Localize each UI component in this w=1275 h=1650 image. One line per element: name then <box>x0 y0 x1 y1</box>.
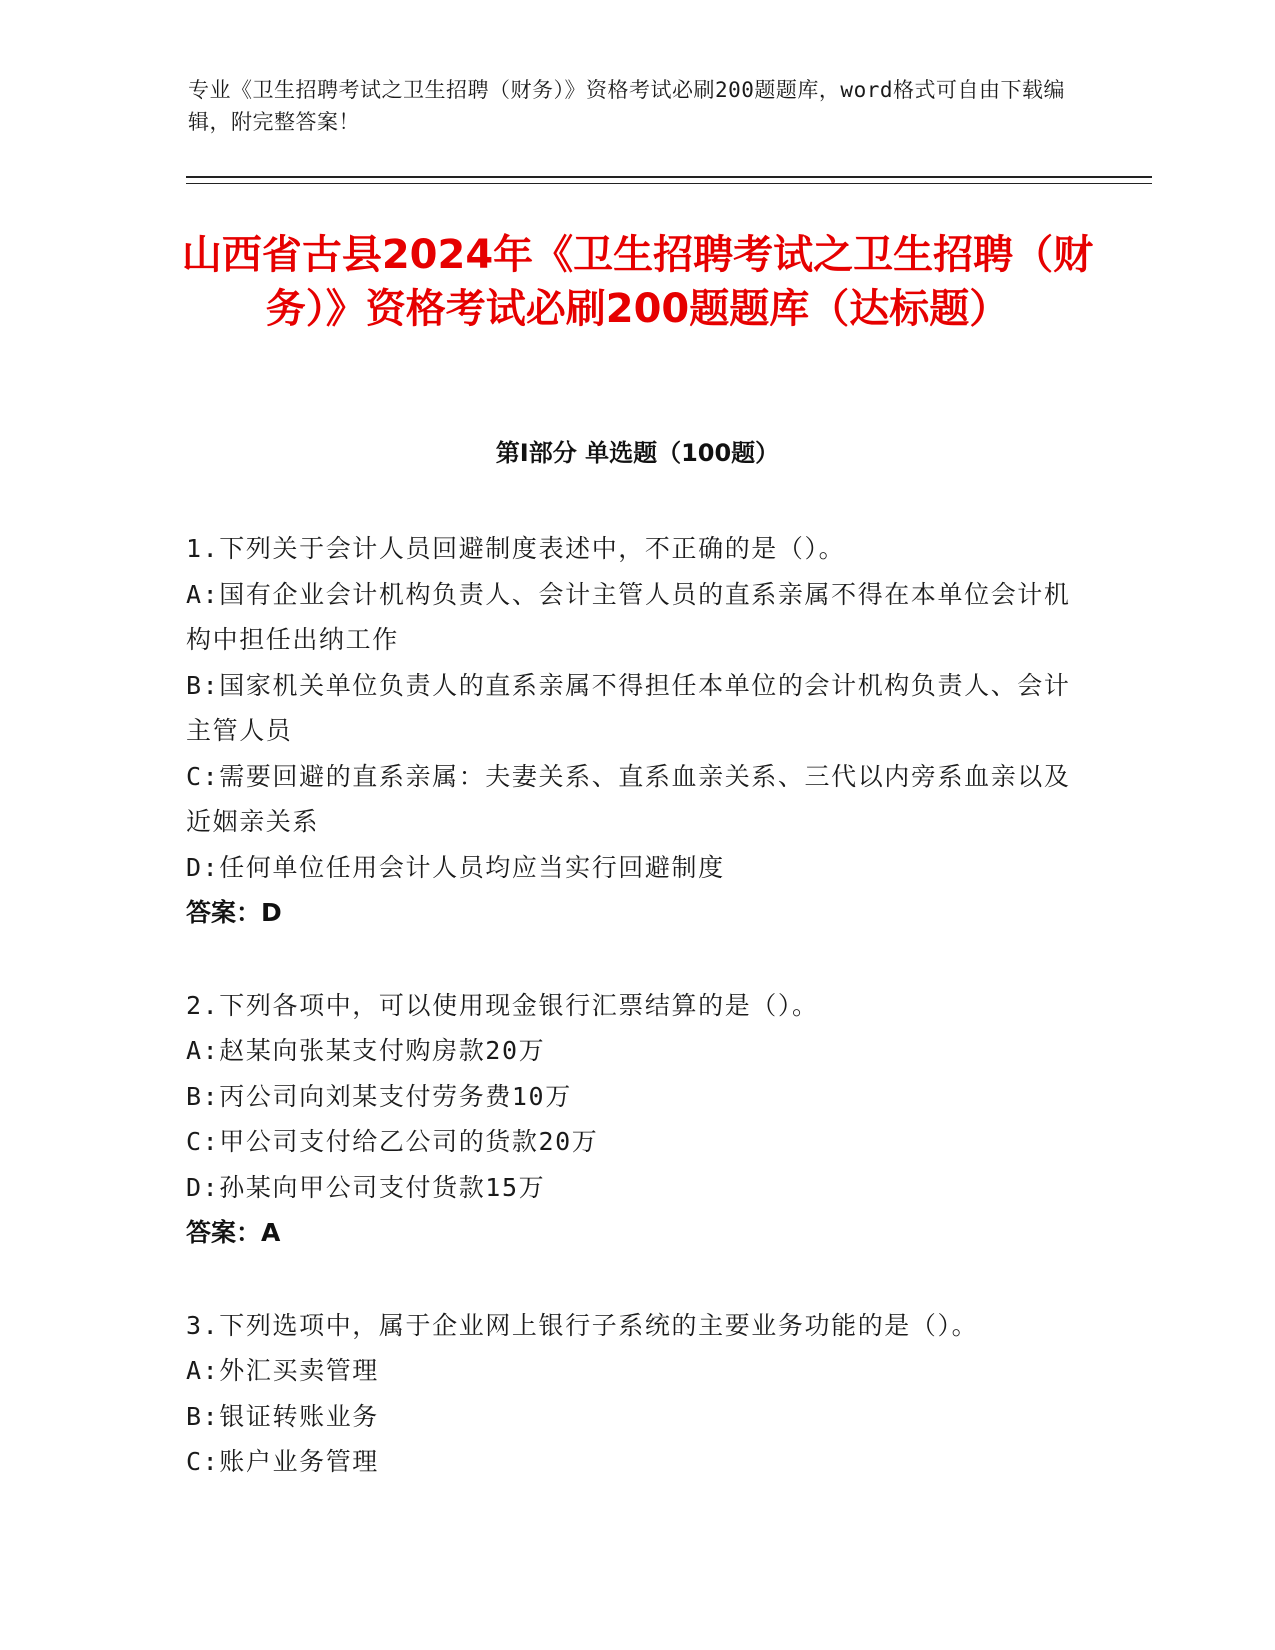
header-note: 专业《卫生招聘考试之卫生招聘（财务）》资格考试必刷200题题库，word格式可自由下载编辑，附完整答案！ <box>188 78 1065 134</box>
question-item <box>186 983 1076 1256</box>
header-divider-thick <box>186 176 1152 178</box>
option-d: D:任何单位任用会计人员均应当实行回避制度 <box>186 852 725 882</box>
header-divider-thin <box>186 183 1152 184</box>
option-d: D:孙某向甲公司支付货款15万 <box>186 1172 546 1202</box>
question-item <box>186 1303 1076 1485</box>
option-b: B:丙公司向刘某支付劳务费10万 <box>186 1081 572 1111</box>
question-stem: 3.下列选项中，属于企业网上银行子系统的主要业务功能的是（）。 <box>186 1310 979 1340</box>
question-item <box>186 526 1076 936</box>
option-a: A:外汇买卖管理 <box>186 1356 379 1385</box>
answer-label: 答案：D <box>186 898 282 927</box>
answer-label: 答案：A <box>186 1218 281 1247</box>
option-c: C:甲公司支付给乙公司的货款20万 <box>186 1127 599 1156</box>
option-a: A:国有企业会计机构负责人、会计主管人员的直系亲属不得在本单位会计机构中担任出纳工作 <box>186 579 1071 654</box>
document-title: 山西省古县2024年《卫生招聘考试之卫生招聘（财务）》资格考试必刷200题题库（达标题） <box>181 232 1094 332</box>
option-a: A:赵某向张某支付购房款20万 <box>186 1036 546 1065</box>
option-b: B:银证转账业务 <box>186 1401 379 1431</box>
question-stem: 2.下列各项中，可以使用现金银行汇票结算的是（）。 <box>186 990 819 1020</box>
question-list <box>186 526 1076 1532</box>
question-stem: 1.下列关于会计人员回避制度表述中，不正确的是（）。 <box>186 534 846 563</box>
option-c: C:需要回避的直系亲属：夫妻关系、直系血亲关系、三代以内旁系血亲以及近姻亲关系 <box>186 761 1071 836</box>
option-c: C:账户业务管理 <box>186 1447 379 1476</box>
section-title: 第I部分 单选题（100题） <box>495 439 780 467</box>
option-b: B:国家机关单位负责人的直系亲属不得担任本单位的会计机构负责人、会计主管人员 <box>186 670 1071 745</box>
